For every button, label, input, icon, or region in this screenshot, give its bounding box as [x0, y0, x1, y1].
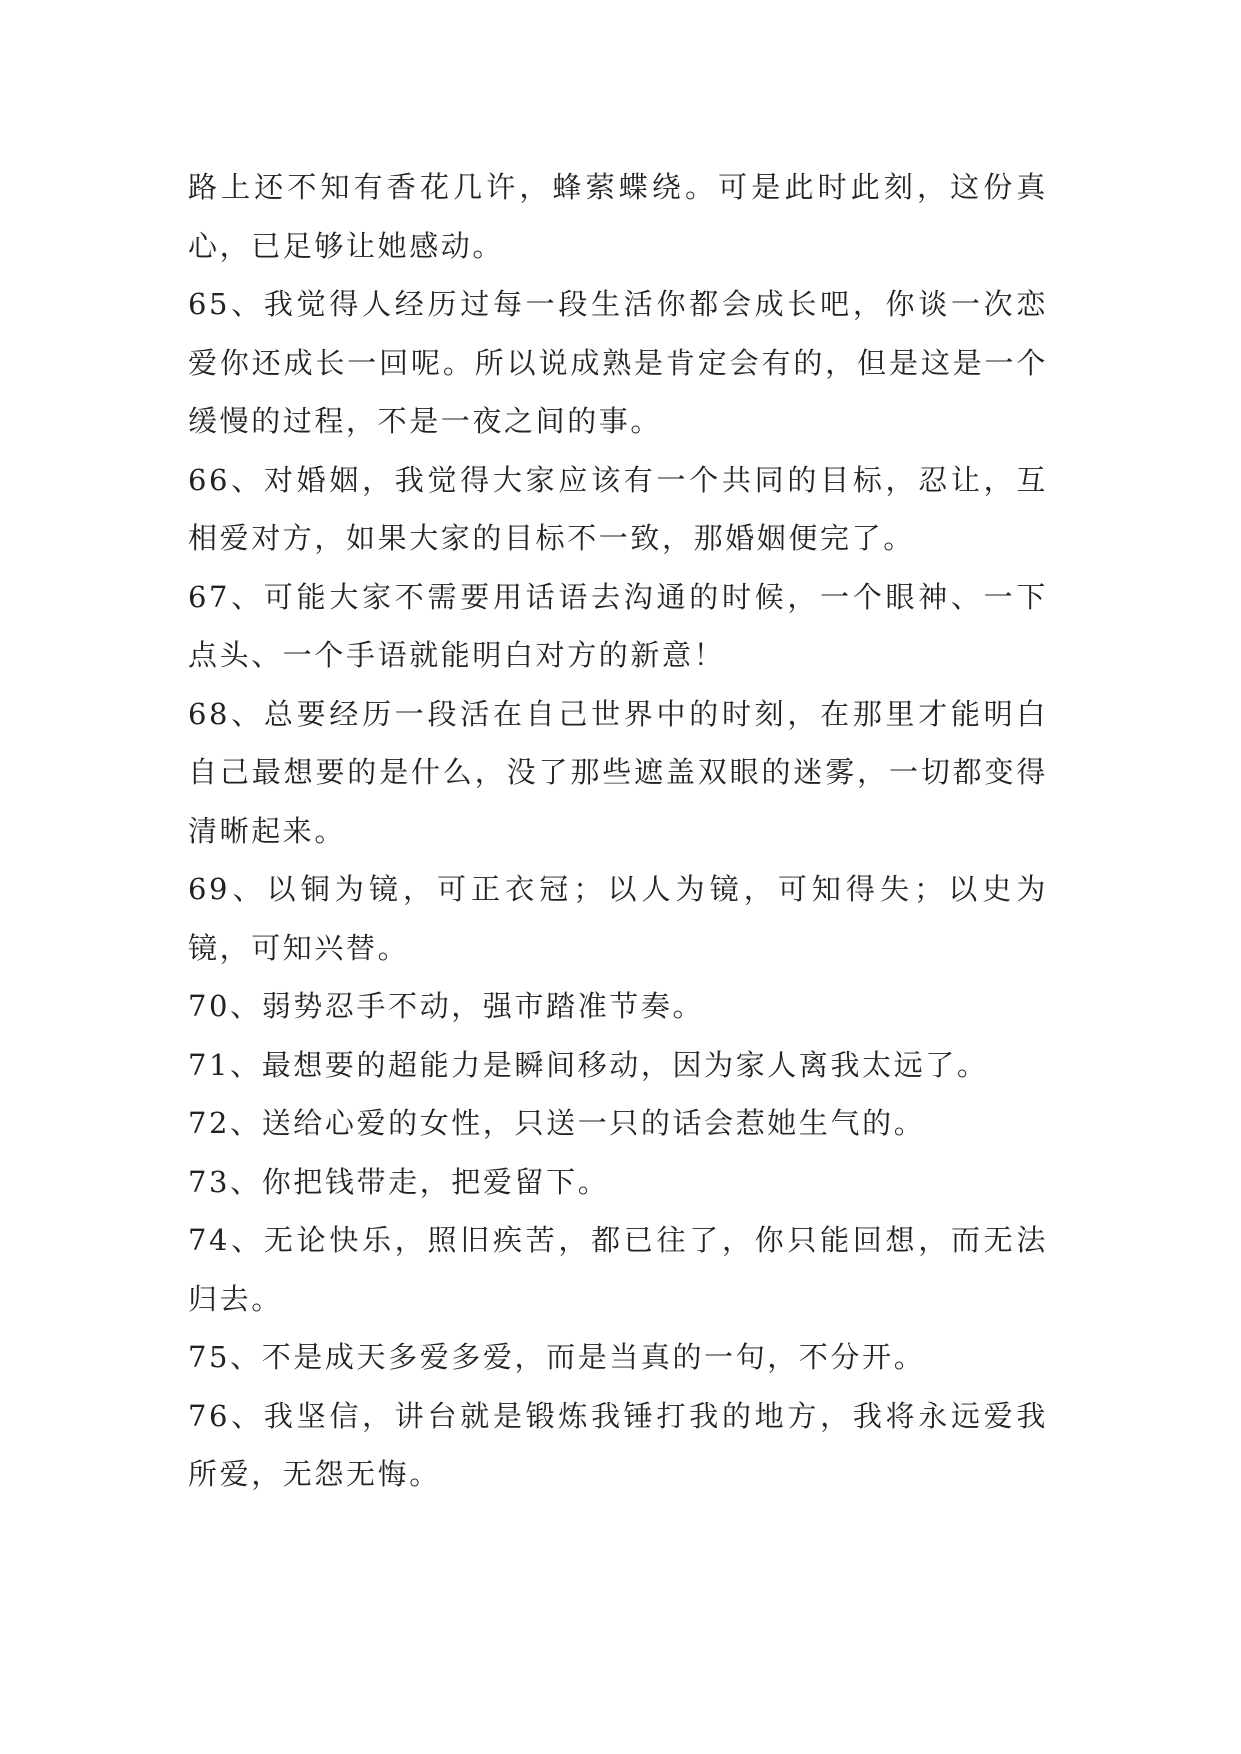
paragraph-70: 70、弱势忍手不动，强市踏准节奏。: [188, 989, 705, 1023]
paragraph-69: 69、以铜为镜，可正衣冠；以人为镜，可知得失；以史为镜，可知兴替。: [188, 872, 1048, 965]
paragraph-67: 67、可能大家不需要用话语去沟通的时候，一个眼神、一下点头、一个手语就能明白对方的新意！: [188, 579, 1048, 672]
paragraph-72: 72、送给心爱的女性，只送一只的话会惹她生气的。: [188, 1106, 926, 1140]
paragraph-68: 68、总要经历一段活在自己世界中的时刻，在那里才能明白自己最想要的是什么，没了那些遮盖双眼的迷雾，一切都变得清晰起来。: [188, 696, 1048, 848]
paragraph-65: 65、我觉得人经历过每一段生活你都会成长吧，你谈一次恋爱你还成长一回呢。所以说成熟是肯定会有的，但是这是一个缓慢的过程，不是一夜之间的事。: [188, 287, 1048, 438]
document-body: [188, 158, 1048, 1504]
paragraph-71: 71、最想要的超能力是瞬间移动，因为家人离我太远了。: [188, 1047, 989, 1082]
paragraph-75: 75、不是成天多爱多爱，而是当真的一句，不分开。: [188, 1340, 926, 1374]
paragraph-continuation: 路上还不知有香花几许，蜂萦蝶绕。可是此时此刻，这份真心，已足够让她感动。: [188, 170, 1048, 263]
paragraph-74: 74、无论快乐，照旧疾苦，都已往了，你只能回想，而无法归去。: [188, 1223, 1048, 1316]
paragraph-66: 66、对婚姻，我觉得大家应该有一个共同的目标，忍让，互相爱对方，如果大家的目标不一致，那婚姻便完了。: [188, 462, 1048, 555]
paragraph-76: 76、我坚信，讲台就是锻炼我锤打我的地方，我将永远爱我所爱，无怨无悔。: [188, 1398, 1048, 1491]
paragraph-73: 73、你把钱带走，把爱留下。: [188, 1164, 610, 1199]
